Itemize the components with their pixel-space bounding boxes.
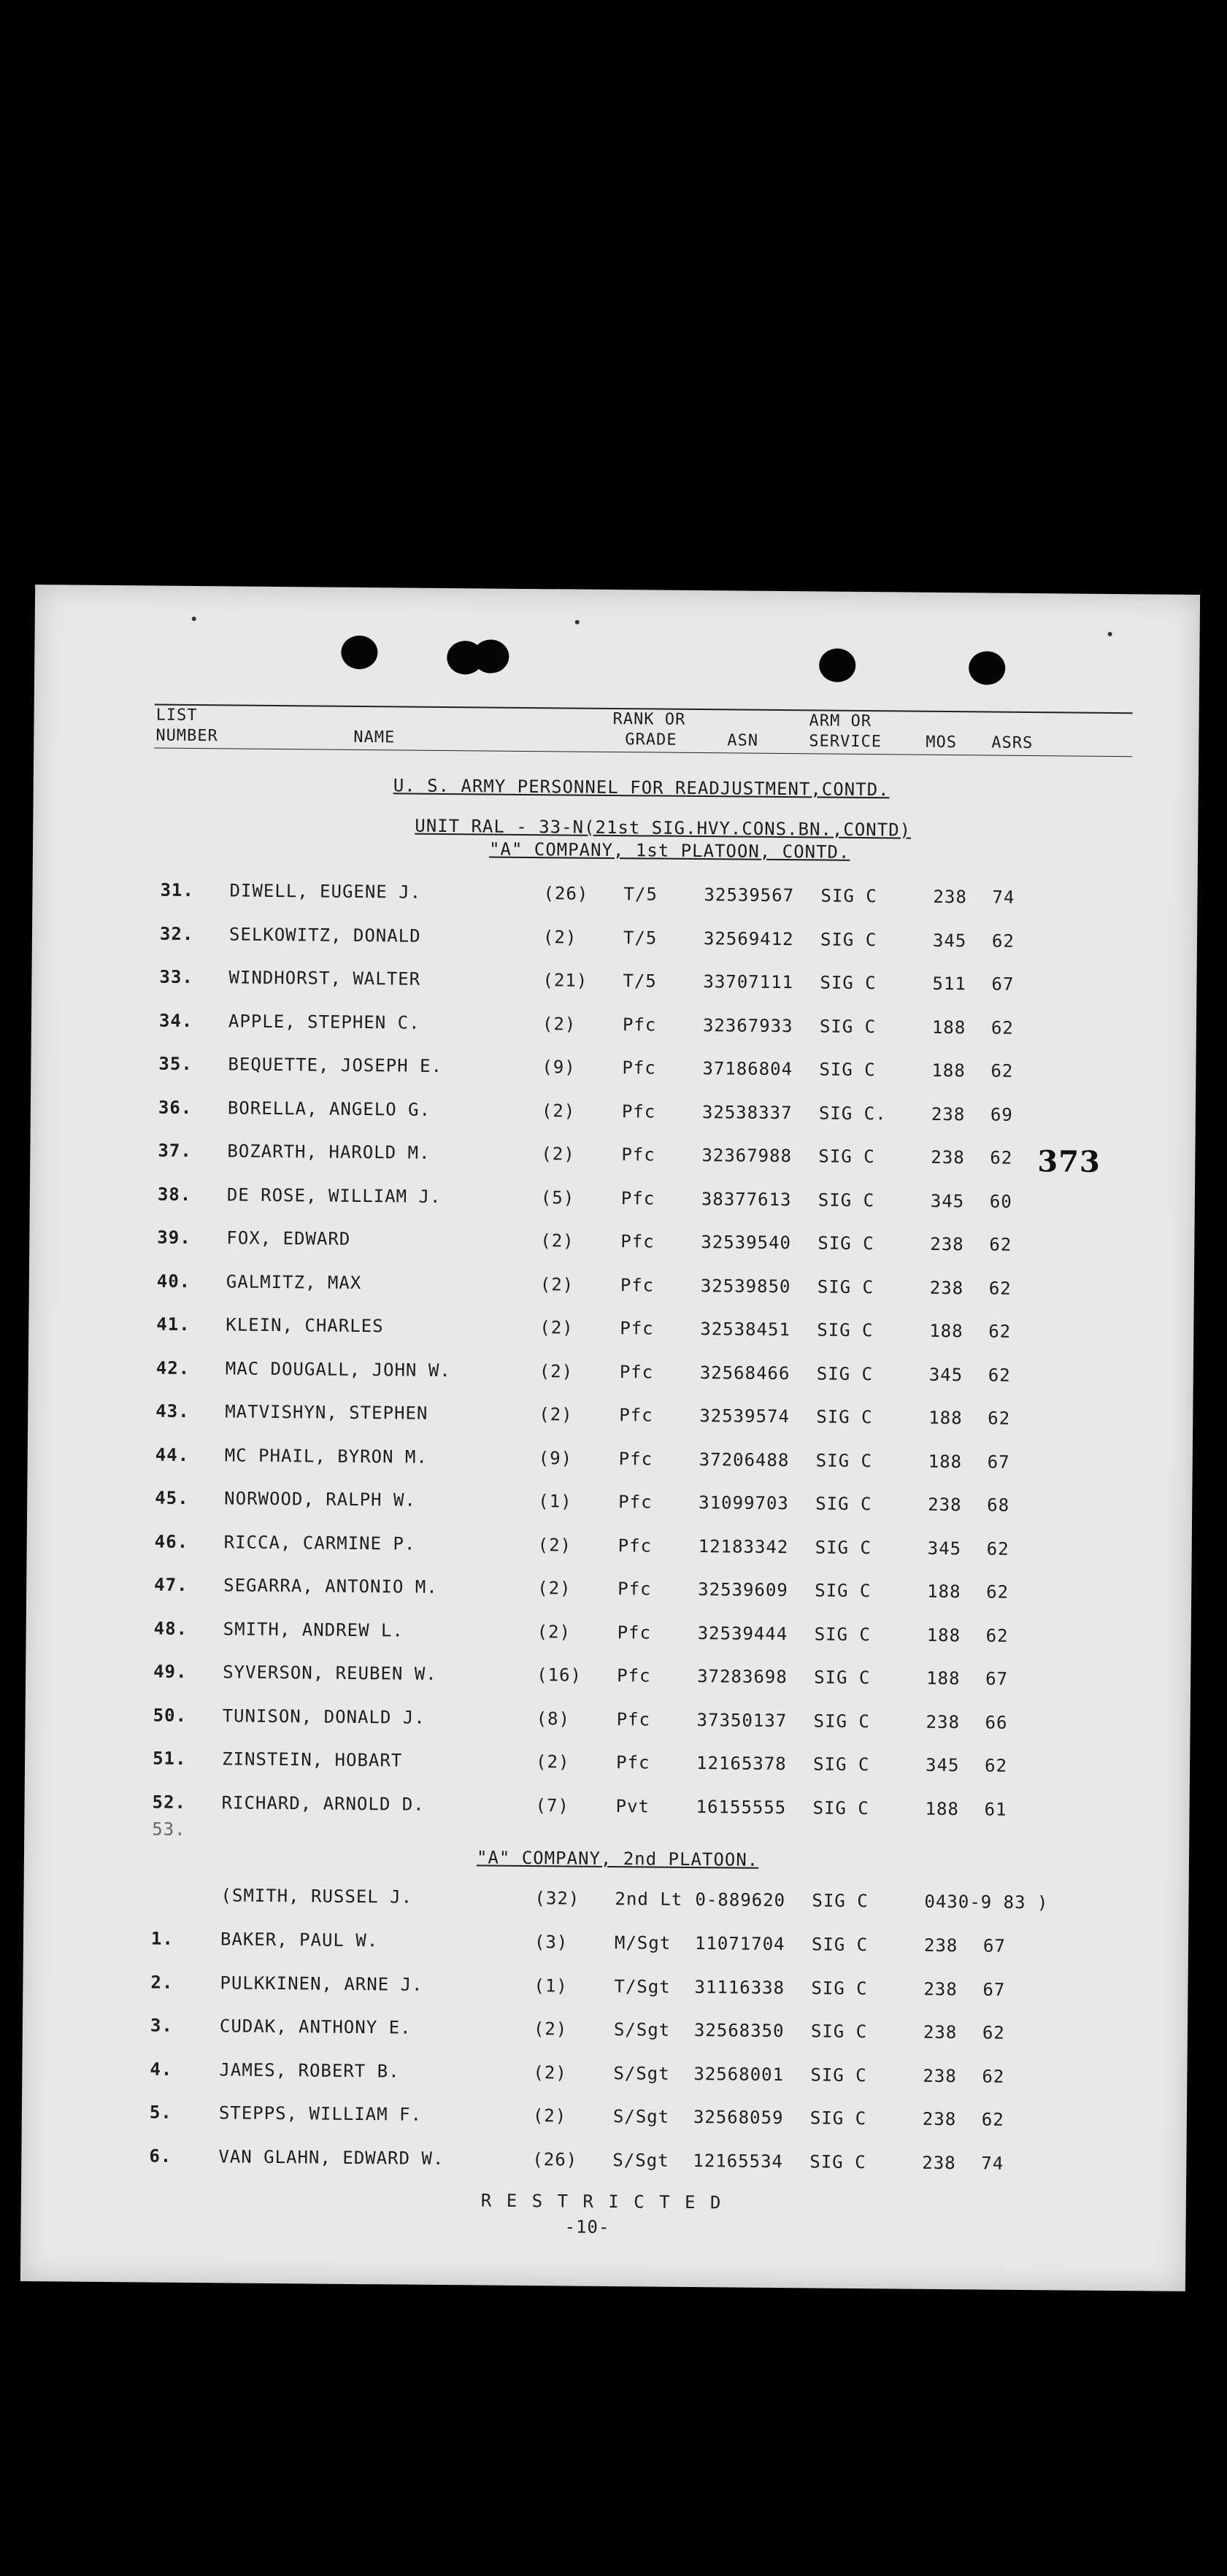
group-code: (2): [536, 1751, 570, 1773]
table-row: [23, 2014, 1188, 2054]
header-mos: MOS: [926, 733, 958, 752]
asrs: 67: [991, 973, 1015, 995]
asrs: 62: [991, 1017, 1014, 1038]
rank-grade: S/Sgt: [612, 2149, 669, 2171]
group-code: (2): [533, 2062, 567, 2083]
person-name: VAN GLAHN, EDWARD W.: [218, 2145, 445, 2169]
group-code: (21): [542, 970, 588, 991]
officer-arm: SIG C: [812, 1890, 869, 1912]
group-code: (2): [539, 1360, 574, 1382]
asn: 38377613: [701, 1188, 792, 1210]
page-number: -10-: [564, 2216, 610, 2238]
rank-grade: Pfc: [620, 1231, 655, 1252]
arm-service: SIG C: [819, 1015, 877, 1037]
dust-speck: [192, 617, 196, 621]
rank-grade: Pfc: [618, 1448, 653, 1470]
asn: 37350137: [696, 1709, 788, 1731]
arm-service: SIG C: [818, 1146, 875, 1168]
table-row: [25, 1747, 1190, 1786]
rank-grade: Pfc: [620, 1274, 655, 1296]
punch-hole: [819, 648, 855, 682]
asrs: 67: [987, 1451, 1010, 1473]
header-arm: ARM OR: [809, 712, 872, 731]
table-row: [32, 922, 1197, 962]
rank-grade: Pfc: [620, 1187, 655, 1209]
arm-service: SIG C: [809, 2108, 867, 2129]
rank-grade: T/5: [623, 971, 657, 992]
mos: 238: [922, 2108, 957, 2130]
header-service: SERVICE: [809, 732, 882, 752]
rank-grade: Pfc: [622, 1014, 657, 1036]
group-code: (5): [540, 1187, 575, 1208]
group-code: (1): [534, 1975, 568, 1997]
person-name: PULKKINEN, ARNE J.: [220, 1972, 423, 1995]
restricted-stamp: R E S T R I C T E D: [480, 2190, 723, 2213]
mos: 238: [923, 2021, 958, 2043]
officer-group: (32): [534, 1888, 580, 1909]
rank-grade: Pfc: [616, 1708, 651, 1729]
arm-service: SIG C.: [818, 1102, 887, 1124]
rank-grade: Pvt: [615, 1795, 650, 1816]
list-number: 1.: [150, 1928, 174, 1949]
group-code: (2): [533, 2018, 568, 2040]
arm-service: SIG C: [815, 1580, 872, 1602]
list-number: 38.: [157, 1184, 192, 1205]
asrs: 74: [981, 2152, 1004, 2174]
mos: 238: [923, 1978, 958, 2000]
rank-grade: Pfc: [621, 1100, 656, 1122]
asn: 32367988: [701, 1145, 793, 1167]
group-code: (2): [537, 1578, 572, 1599]
document-page: [20, 585, 1200, 2291]
table-row: [21, 2144, 1186, 2183]
table-row: [30, 1139, 1195, 1179]
punch-hole: [341, 636, 377, 669]
person-name: ZINSTEIN, HOBART: [222, 1748, 403, 1771]
table-row: [26, 1573, 1191, 1613]
group-code: (2): [542, 926, 577, 948]
person-name: NORWOOD, RALPH W.: [224, 1488, 417, 1511]
list-number: 50.: [153, 1705, 188, 1726]
mos: 188: [928, 1407, 963, 1429]
asrs: 62: [990, 1147, 1013, 1168]
asn: 32539850: [700, 1275, 791, 1297]
group-code: (9): [542, 1057, 576, 1078]
arm-service: SIG C: [809, 2151, 866, 2172]
arm-service: SIG C: [815, 1536, 872, 1558]
person-name: MAC DOUGALL, JOHN W.: [225, 1357, 451, 1381]
person-name: BAKER, PAUL W.: [220, 1929, 379, 1951]
asn: 32568466: [699, 1362, 791, 1384]
asrs: 62: [986, 1581, 1009, 1603]
list-number: 2.: [150, 1972, 174, 1993]
arm-service: SIG C: [814, 1623, 872, 1645]
table-row: [28, 1443, 1193, 1483]
header-name: NAME: [353, 728, 396, 747]
person-name: BORELLA, ANGELO G.: [227, 1097, 431, 1120]
asrs: 62: [985, 1625, 1009, 1646]
arm-service: SIG C: [815, 1493, 872, 1515]
mos: 188: [925, 1798, 960, 1819]
header-bottom-rule: [154, 748, 1132, 757]
asn: 12165534: [693, 2150, 784, 2172]
group-code: (9): [538, 1447, 573, 1469]
officer-mos-asrs: 0430-9 83 ): [924, 1891, 1049, 1913]
table-row: [31, 1052, 1196, 1092]
table-row: [31, 1096, 1196, 1135]
person-name: DIWELL, EUGENE J.: [229, 880, 422, 903]
person-name: STEPPS, WILLIAM F.: [218, 2102, 423, 2125]
header-asrs: ASRS: [991, 733, 1034, 753]
group-code: (2): [540, 1230, 574, 1252]
arm-service: SIG C: [810, 2021, 868, 2043]
person-name: MATVISHYN, STEPHEN: [225, 1401, 428, 1424]
mos: 238: [923, 1935, 958, 1956]
arm-service: SIG C: [814, 1667, 871, 1689]
officer-row: [23, 1883, 1188, 1923]
mos: 345: [928, 1364, 963, 1385]
table-row: [31, 1009, 1196, 1049]
punch-hole: [472, 639, 509, 673]
asn: 16155555: [696, 1796, 787, 1818]
arm-service: SIG C: [816, 1406, 873, 1428]
asrs: 62: [986, 1538, 1009, 1559]
asn: 32538337: [701, 1101, 793, 1123]
arm-service: SIG C: [811, 1934, 869, 1956]
group-code: (2): [537, 1534, 572, 1556]
officer-name: (SMITH, RUSSEL J.: [220, 1885, 413, 1908]
table-row: [26, 1617, 1191, 1657]
person-name: APPLE, STEPHEN C.: [228, 1010, 420, 1033]
rank-grade: Pfc: [618, 1492, 653, 1513]
asn: 37186804: [702, 1058, 793, 1080]
table-row: [30, 1183, 1195, 1222]
asrs: 60: [989, 1191, 1012, 1212]
group-code: (2): [539, 1273, 574, 1295]
asn: 31116338: [694, 1976, 785, 1998]
arm-service: SIG C: [812, 1754, 870, 1775]
rank-grade: Pfc: [618, 1535, 653, 1557]
list-number: 42.: [155, 1357, 191, 1378]
table-row: [28, 1313, 1193, 1352]
table-row: [31, 965, 1196, 1005]
header-list: LIST: [155, 706, 198, 725]
asn: 32539574: [699, 1405, 790, 1427]
unit-line: UNIT RAL - 33-N(21st SIG.HVY.CONS.BN.,CONTD): [415, 815, 912, 841]
mos: 238: [931, 1146, 965, 1168]
asn: 32538451: [700, 1319, 791, 1341]
list-number: 44.: [155, 1444, 190, 1465]
table-row: [22, 2058, 1187, 2097]
list-number: 37.: [158, 1140, 192, 1161]
group-code: (3): [534, 1932, 569, 1953]
list-number: 49.: [153, 1661, 188, 1682]
asrs: 66: [985, 1711, 1008, 1733]
mos: 188: [929, 1320, 963, 1342]
rank-grade: T/5: [623, 927, 658, 949]
arm-service: SIG C: [819, 1059, 876, 1081]
company-heading-1st-platoon: "A" COMPANY, 1st PLATOON, CONTD.: [488, 838, 850, 863]
person-name: SELKOWITZ, DONALD: [228, 923, 421, 946]
asrs: 69: [990, 1104, 1013, 1125]
person-name: KLEIN, CHARLES: [226, 1314, 384, 1337]
person-name: BEQUETTE, JOSEPH E.: [228, 1054, 443, 1076]
list-number: 43.: [155, 1400, 190, 1422]
mos: 345: [925, 1754, 960, 1776]
group-code: (2): [541, 1144, 575, 1165]
group-code: (2): [532, 2105, 567, 2126]
rank-grade: Pfc: [617, 1621, 652, 1643]
asn: 11071704: [694, 1933, 785, 1955]
rank-grade: Pfc: [621, 1144, 655, 1165]
person-name: CUDAK, ANTHONY E.: [219, 2016, 412, 2038]
table-row: [28, 1400, 1193, 1439]
asrs: 62: [991, 930, 1015, 952]
rank-grade: T/5: [623, 884, 658, 905]
person-name: DE ROSE, WILLIAM J.: [226, 1184, 442, 1207]
mos: 238: [922, 2152, 956, 2173]
asrs: 68: [987, 1495, 1010, 1516]
mos: 238: [931, 1103, 966, 1125]
asn: 32568059: [693, 2107, 784, 2129]
group-code: (16): [536, 1665, 582, 1686]
header-grade: GRADE: [625, 730, 677, 749]
mos: 188: [931, 1017, 966, 1038]
arm-service: SIG C: [812, 1797, 869, 1819]
asrs: 67: [982, 1978, 1006, 2000]
asrs: 62: [984, 1755, 1008, 1776]
stray-list-number: 53.: [152, 1819, 186, 1840]
punch-hole: [969, 651, 1005, 685]
rank-grade: Pfc: [620, 1318, 654, 1339]
asrs: 62: [988, 1365, 1011, 1386]
person-name: BOZARTH, HAROLD M.: [227, 1141, 431, 1163]
asn: 33707111: [703, 971, 794, 993]
dust-speck: [1108, 632, 1112, 636]
asn: 32367933: [702, 1014, 793, 1036]
arm-service: SIG C: [817, 1276, 874, 1297]
mos: 345: [932, 930, 967, 951]
asn: 32539609: [698, 1579, 788, 1601]
officer-asn: 0-889620: [695, 1889, 786, 1911]
mos: 238: [929, 1277, 964, 1298]
person-name: SMITH, ANDREW L.: [223, 1618, 404, 1641]
mos: 238: [926, 1711, 961, 1732]
person-name: TUNISON, DONALD J.: [222, 1705, 426, 1728]
group-code: (2): [536, 1621, 572, 1643]
rank-grade: Pfc: [622, 1057, 656, 1079]
rank-grade: S/Sgt: [613, 2019, 671, 2040]
rank-grade: S/Sgt: [613, 2062, 670, 2084]
rank-grade: Pfc: [615, 1752, 650, 1773]
arm-service: SIG C: [810, 2064, 867, 2086]
group-code: (2): [542, 1013, 577, 1035]
mos: 238: [928, 1494, 962, 1516]
rank-grade: Pfc: [619, 1405, 653, 1426]
list-number: 40.: [156, 1270, 191, 1292]
person-name: SYVERSON, REUBEN W.: [223, 1662, 437, 1684]
table-row: [29, 1226, 1194, 1265]
asrs: 67: [985, 1668, 1009, 1689]
person-name: RICHARD, ARNOLD D.: [221, 1792, 425, 1815]
asrs: 67: [982, 1935, 1006, 1956]
asrs: 61: [984, 1798, 1007, 1820]
rank-grade: Pfc: [617, 1665, 651, 1686]
person-name: SEGARRA, ANTONIO M.: [223, 1575, 438, 1597]
table-row: [32, 879, 1197, 918]
person-name: JAMES, ROBERT B.: [219, 2059, 400, 2082]
mos: 345: [927, 1538, 962, 1559]
group-code: (2): [539, 1404, 573, 1425]
table-row: [23, 1927, 1188, 1967]
person-name: GALMITZ, MAX: [226, 1270, 362, 1293]
header-number: NUMBER: [155, 726, 218, 746]
mos: 188: [928, 1451, 963, 1472]
asrs: 62: [981, 2109, 1004, 2130]
mos: 188: [926, 1667, 961, 1689]
asrs: 74: [992, 887, 1015, 908]
list-number: 6.: [149, 2145, 172, 2167]
asrs: 62: [991, 1060, 1014, 1081]
rank-grade: S/Sgt: [612, 2106, 670, 2127]
mos: 345: [930, 1190, 965, 1211]
arm-service: SIG C: [820, 928, 877, 950]
asrs: 62: [989, 1234, 1012, 1255]
arm-service: SIG C: [815, 1449, 873, 1471]
mos: 188: [926, 1624, 961, 1646]
asn: 32539444: [697, 1622, 788, 1644]
dust-speck: [575, 620, 580, 625]
rank-grade: Pfc: [619, 1361, 654, 1383]
table-row: [26, 1660, 1191, 1700]
arm-service: SIG C: [818, 1233, 874, 1254]
group-code: (8): [536, 1708, 571, 1729]
rank-grade: T/Sgt: [614, 1975, 671, 1997]
group-code: (1): [538, 1491, 572, 1512]
list-number: 39.: [157, 1227, 191, 1248]
list-number: 3.: [150, 2015, 173, 2036]
asrs: 62: [982, 2022, 1005, 2043]
table-row: [29, 1270, 1194, 1309]
asn: 32568350: [693, 2020, 785, 2042]
company-heading-2nd-platoon: "A" COMPANY, 2nd PLATOON.: [476, 1847, 759, 1870]
asn: 32539540: [701, 1232, 792, 1254]
person-name: MC PHAIL, BYRON M.: [224, 1444, 428, 1468]
group-code: (7): [535, 1794, 570, 1816]
table-row: [24, 1791, 1189, 1830]
asrs: 62: [982, 2065, 1005, 2087]
table-row: [28, 1357, 1193, 1396]
group-code: (2): [541, 1100, 576, 1122]
mos: 238: [923, 2065, 957, 2086]
group-code: (26): [543, 883, 589, 904]
list-number: 47.: [154, 1574, 188, 1595]
list-number: 4.: [150, 2059, 173, 2080]
list-number: 31.: [160, 879, 195, 901]
list-number: 35.: [158, 1053, 193, 1074]
asn: 37283698: [697, 1666, 788, 1688]
table-row: [23, 1971, 1188, 2010]
table-row: [25, 1704, 1190, 1743]
arm-service: SIG C: [816, 1362, 874, 1384]
rank-grade: M/Sgt: [614, 1932, 672, 1954]
arm-service: SIG C: [817, 1319, 874, 1341]
officer-rank: 2nd Lt: [615, 1889, 683, 1910]
list-number: 36.: [158, 1097, 193, 1118]
list-number: 45.: [155, 1487, 189, 1508]
mos: 188: [927, 1581, 961, 1603]
page-stamp-number: 373: [1037, 1144, 1101, 1179]
list-number: 41.: [156, 1314, 191, 1335]
group-code: (26): [532, 2148, 578, 2170]
arm-service: SIG C: [820, 972, 877, 994]
asrs: 62: [988, 1278, 1012, 1299]
mos: 238: [933, 886, 967, 908]
person-name: WINDHORST, WALTER: [228, 967, 421, 990]
asn: 32569412: [703, 928, 794, 949]
asn: 31099703: [699, 1492, 789, 1514]
group-code: (2): [539, 1317, 574, 1338]
asn: 37206488: [699, 1449, 790, 1470]
asn: 32568001: [693, 2063, 785, 2085]
asn: 12183342: [698, 1535, 789, 1557]
arm-service: SIG C: [813, 1710, 870, 1732]
list-number: 32.: [159, 923, 194, 944]
header-rank: RANK OR: [612, 709, 686, 729]
document-title: U. S. ARMY PERSONNEL FOR READJUSTMENT,CONTD.: [393, 775, 890, 801]
asrs: 62: [988, 1321, 1012, 1342]
arm-service: SIG C: [818, 1189, 875, 1211]
rank-grade: Pfc: [618, 1578, 652, 1600]
table-row: [22, 2101, 1187, 2140]
asn: 32539567: [704, 884, 795, 906]
mos: 238: [930, 1233, 964, 1255]
list-number: 5.: [149, 2102, 172, 2123]
list-number: 52.: [152, 1792, 187, 1813]
mos: 511: [932, 973, 966, 995]
asrs: 62: [988, 1408, 1011, 1429]
table-row: [27, 1486, 1192, 1526]
person-name: FOX, EDWARD: [226, 1227, 351, 1249]
list-number: 48.: [153, 1618, 188, 1639]
header-asn: ASN: [727, 731, 759, 750]
table-row: [27, 1530, 1192, 1570]
list-number: 33.: [159, 966, 193, 987]
mos: 188: [931, 1060, 966, 1081]
person-name: RICCA, CARMINE P.: [223, 1531, 416, 1554]
asn: 12165378: [696, 1753, 787, 1775]
list-number: 34.: [158, 1010, 193, 1031]
arm-service: SIG C: [811, 1977, 868, 1999]
arm-service: SIG C: [820, 885, 877, 907]
list-number: 46.: [154, 1531, 189, 1552]
list-number: 51.: [153, 1748, 187, 1769]
